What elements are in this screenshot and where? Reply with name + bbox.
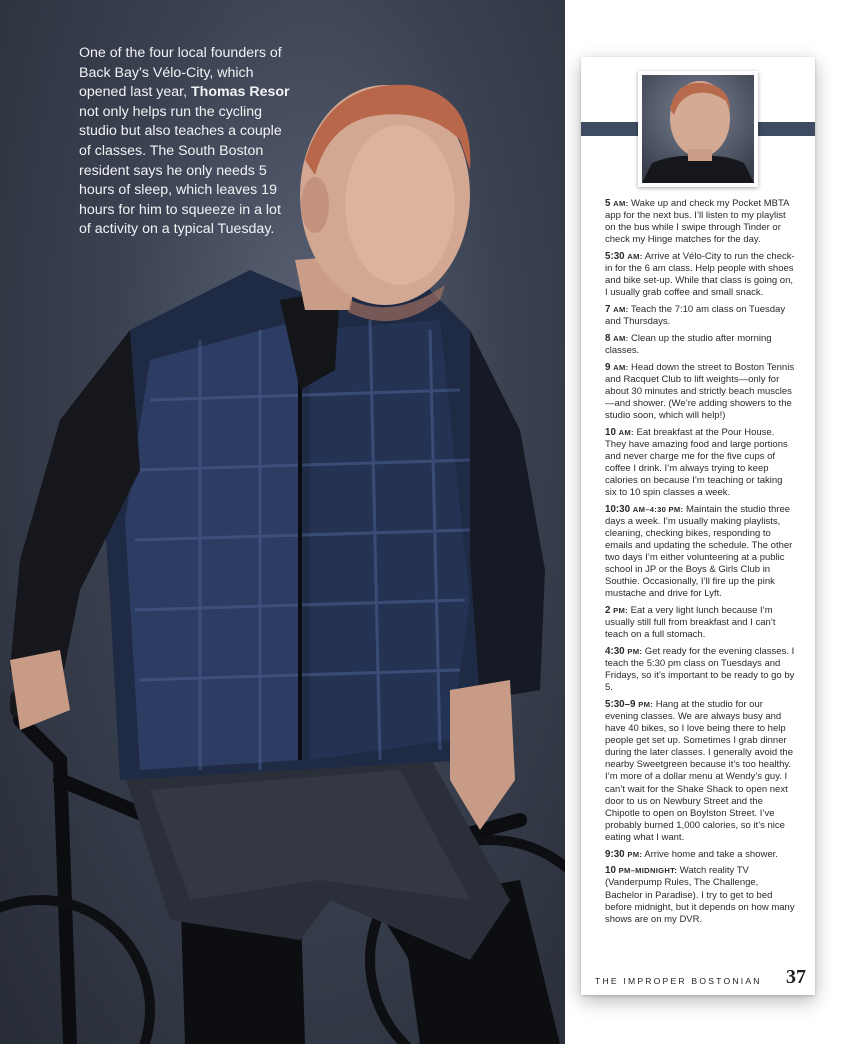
- schedule-time-period: AM:: [627, 251, 643, 261]
- schedule-time: [605, 427, 634, 438]
- schedule-time: [605, 646, 642, 657]
- schedule-time: [605, 605, 628, 616]
- schedule-text: Get ready for the evening classes. I teach the 5:30 pm class on Tuesdays and Fridays, so it’s important to be ready to go by 5.: [605, 645, 795, 694]
- schedule-entry: [605, 504, 795, 601]
- schedule-time: [605, 849, 642, 860]
- schedule-entry: [605, 699, 795, 844]
- schedule-time-number: 7: [605, 303, 614, 315]
- schedule-entry: [605, 646, 795, 694]
- schedule-time-period: AM:: [613, 304, 629, 314]
- schedule-time-period: AM:: [618, 427, 634, 437]
- schedule-text: Hang at the studio for our evening classes. We are always busy and have 40 bikes, so I love being there to help people get set up. Sometimes I grab dinner during the later classes. I generally avoid the nearby Sweetgreen because it’s too healthy. I’m more of a dollar menu at Wendy’s guy. I can’t wait for the Shake Shack to open next door to us on Newbury Street and the Chipotle to open on Boylston Street. I’ve probably burned 1,000 calories, so it’s nice eating what I want.: [605, 698, 793, 843]
- schedule-text: Eat breakfast at the Pour House. They have amazing food and large portions and never charge me for the five cups of coffee I drink. I’m always trying to keep calories on because I’m teaching or taking six to 10 spin classes a week.: [605, 426, 788, 499]
- schedule-time-number: 9: [605, 361, 614, 373]
- schedule-time: [605, 304, 628, 315]
- intro-text-before: One of the four local founders of Back Bay’s Vélo-City, which opened last year,: [79, 45, 282, 101]
- schedule-time-number: 5:30–9: [605, 698, 639, 710]
- schedule-time-number: 5: [605, 198, 614, 209]
- schedule-time-period: AM:: [613, 333, 629, 343]
- schedule-text: Arrive at Vélo-City to run the check-in for the 6 am class. Help people with shoes and bike set-up. While that class is going on, I usually grab coffee and small snack.: [605, 250, 795, 299]
- portrait-headshot: [642, 75, 754, 183]
- schedule-entry: [605, 362, 795, 422]
- schedule-entry: [605, 251, 795, 299]
- schedule-time: [605, 699, 653, 710]
- schedule-time-number: 9:30: [605, 848, 628, 860]
- schedule-entry: [605, 198, 795, 246]
- schedule-time-number: 5:30: [605, 250, 628, 262]
- schedule-text: Clean up the studio after morning classes.: [605, 332, 772, 356]
- portrait-thumbnail: [638, 71, 758, 187]
- schedule-time-number: 8: [605, 332, 614, 344]
- schedule-text: Teach the 7:10 am class on Tuesday and Thursdays.: [605, 303, 786, 328]
- schedule-time: [605, 362, 628, 373]
- schedule-time-number: 10: [605, 865, 619, 877]
- page-number: 37: [786, 966, 806, 988]
- publication-name: THE IMPROPER BOSTONIAN: [595, 976, 762, 986]
- schedule-entry: [605, 333, 795, 357]
- subject-name: Thomas Resor: [191, 84, 290, 101]
- schedule-time-period: AM–4:30 PM:: [632, 504, 684, 514]
- schedule-text: Maintain the studio three days a week. I’m usually making playlists, cleaning, checking bikes, responding to emails and updating the schedule. The other two days I’m either volunteering at a public school in JP or the Boys & Girls Club in Southie. Occasionally, I’ll fire up the pink mustache and drive for Lyft.: [605, 503, 793, 600]
- intro-paragraph: [79, 44, 291, 240]
- schedule-time-period: AM:: [613, 362, 629, 372]
- schedule-time-period: PM:: [627, 849, 643, 859]
- schedule-time: [605, 251, 643, 262]
- schedule-time-number: 10: [605, 426, 619, 438]
- schedule-time-period: PM:: [638, 699, 654, 709]
- schedule-time: [605, 504, 683, 515]
- schedule-entry: [605, 849, 795, 861]
- schedule-text: Arrive home and take a shower.: [642, 848, 778, 860]
- schedule-entry: [605, 304, 795, 328]
- daily-schedule: [605, 198, 795, 930]
- schedule-text: Wake up and check my Pocket MBTA app for the next bus. I’ll listen to my playlist on the bus while I swipe through Tinder or check my Hinge matches for the day.: [605, 198, 789, 246]
- schedule-entry: [605, 865, 795, 925]
- schedule-time-number: 10:30: [605, 503, 633, 515]
- intro-text-after: not only helps run the cycling studio but also teaches a couple of classes. The South Boston resident says he only needs 5 hours of sleep, which leaves 19 hours for him to squeeze in a lot of activity on a typical Tuesday.: [79, 103, 282, 238]
- schedule-time: [605, 198, 628, 209]
- schedule-time-period: PM:: [627, 646, 643, 656]
- schedule-time-period: PM–MIDNIGHT:: [618, 866, 678, 876]
- schedule-text: Head down the street to Boston Tennis and Racquet Club to lift weights—only for about 30 minutes and strictly beach muscles—and shower. (We’re adding showers to the studio soon, which will help!): [605, 361, 795, 421]
- schedule-text: Watch reality TV (Vanderpump Rules, The Challenge, Bachelor in Paradise). I try to get to bed before midnight, but it depends on how many shows are on my DVR.: [605, 865, 795, 925]
- schedule-time: [605, 333, 628, 344]
- schedule-time: [605, 865, 677, 876]
- schedule-time-number: 4:30: [605, 645, 628, 657]
- schedule-entry: [605, 605, 795, 641]
- schedule-time-number: 2: [605, 605, 614, 617]
- schedule-entry: [605, 427, 795, 500]
- schedule-text: Eat a very light lunch because I’m usually still full from breakfast and I can’t teach on a full stomach.: [605, 605, 776, 641]
- schedule-time-period: AM:: [613, 199, 629, 208]
- schedule-time-period: PM:: [613, 606, 628, 616]
